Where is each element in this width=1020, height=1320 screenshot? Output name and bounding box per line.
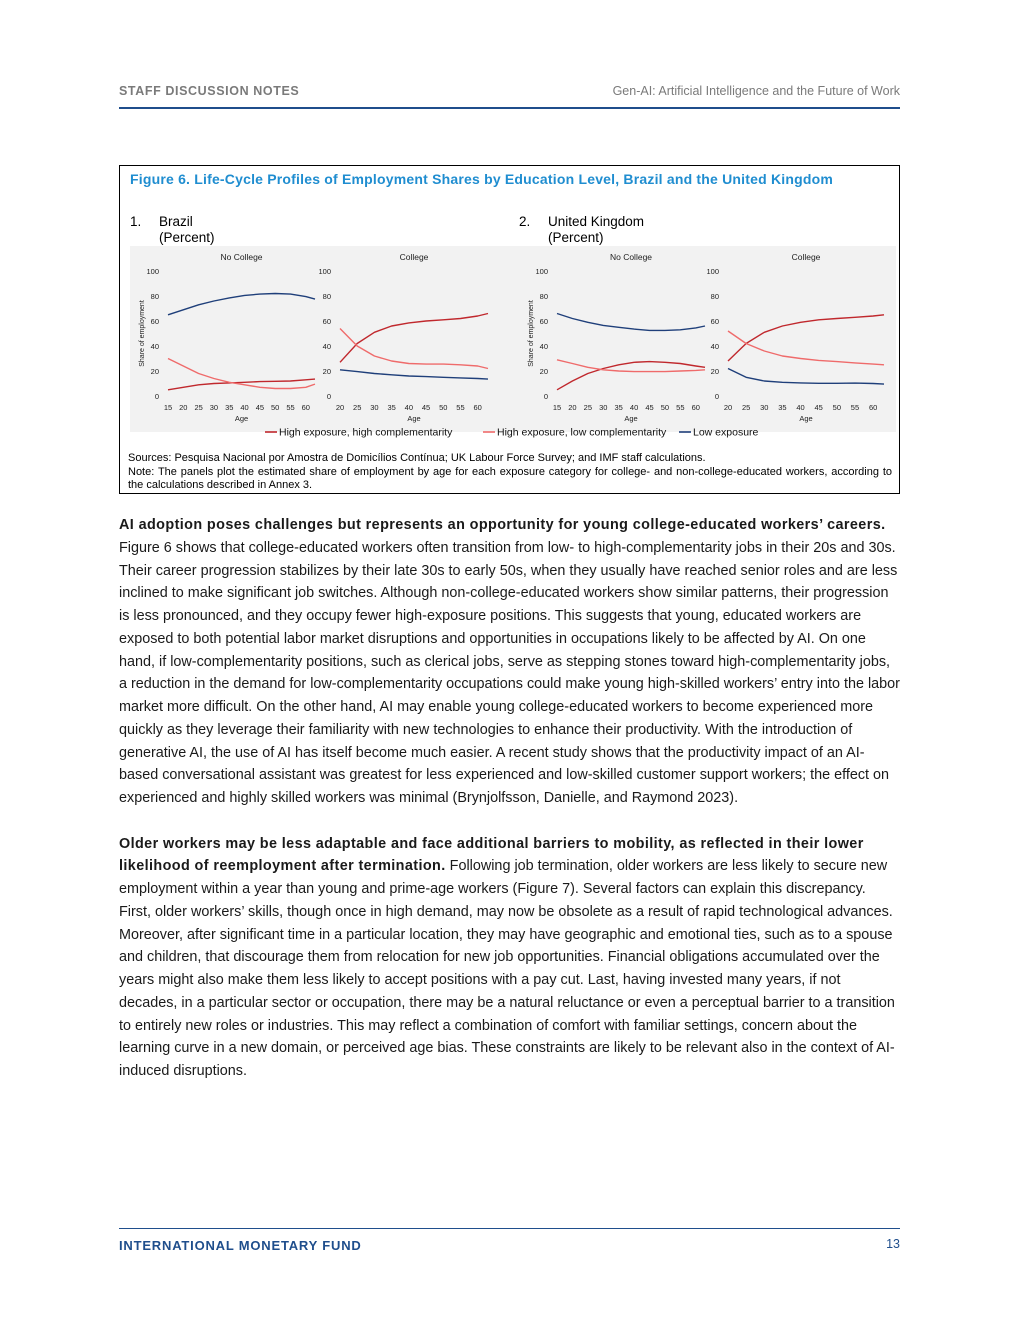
x-tick-label: 45 xyxy=(255,403,265,412)
y-tick-label: 60 xyxy=(539,317,548,326)
panel-2-label xyxy=(548,214,644,246)
x-tick-label: 50 xyxy=(439,403,448,412)
paragraph-1-text: Figure 6 shows that college-educated workers often transition from low- to high-complementarity jobs in their 20s and 30s. Their career progression stabilizes by their late 30s to early 50s, when they usually have reached senior roles and are less inclined to make significant job switches. Although non-college-educated workers show similar patterns, their progression is less pronounced, and they occupy fewer high-exposure positions. This suggests that young, educated workers are exposed to both potential labor market disruptions and opportunities in occupations likely to be affected by AI. On one hand, if low-complementarity positions, such as clerical jobs, serve as stepping stones toward high-complementarity jobs, a reduction in the demand for low-complementarity occupations could make young high-skilled workers’ entry into the labor market more difficult. On the other hand, AI may enable young college-educated workers to become experienced more quickly as they leverage their familiarity with new technologies to enhance their productivity. With the introduction of generative AI, the use of AI has itself become much easier. A recent study shows that the productivity impact of an AI-based conversational assistant was greatest for less experienced and low-skilled customer support workers; the effect on experienced and highly skilled workers was minimal (Brynjolfsson, Danielle, and Raymond 2023). xyxy=(119,539,900,806)
x-tick-label: 40 xyxy=(404,403,414,412)
y-tick-label: 60 xyxy=(710,317,719,326)
x-tick-label: 40 xyxy=(629,403,639,412)
paragraph-2-text: Following job termination, older workers are less likely to secure new employment within a year than young and prime-age workers (Figure 7). Several factors can explain this discrepancy. First, older workers’ skills, though once in high demand, may now be obsolete as a result of rapid technological advances. Moreover, after significant time in a particular location, they may have geographic and emotional ties, such as to a spouse and children, that discourage them from relocation for new job opportunities. Financial obligations accumulated over the years might also make them less likely to accept positions with a pay cut. Last, having invested many years, if not decades, in a particular sector or occupation, there may be a natural reluctance or even a perceptual barrier to a transition to entirely new roles or industries. This may reflect a combination of comfort with familiar settings, concern about the learning curve in a new domain, or perceived age bias. These constraints are likely to be relevant also in the context of AI-induced disruptions. xyxy=(119,858,895,1079)
x-tick-label: 25 xyxy=(353,403,362,412)
x-axis-label: Age xyxy=(407,414,421,423)
chart-panel-4 xyxy=(706,252,884,423)
legend-label: Low exposure xyxy=(693,426,759,439)
series-line xyxy=(557,314,705,331)
chart-legend xyxy=(265,427,759,439)
panel-1-number: 1. xyxy=(130,214,142,229)
header-series-title: STAFF DISCUSSION NOTES xyxy=(119,84,300,98)
y-tick-label: 20 xyxy=(539,367,548,376)
x-tick-label: 60 xyxy=(473,403,482,412)
series-line xyxy=(728,315,884,361)
y-tick-label: 0 xyxy=(714,392,719,401)
x-tick-label: 15 xyxy=(163,403,173,412)
chart-panel-2 xyxy=(318,252,488,423)
chart-area xyxy=(130,246,896,439)
y-tick-label: 20 xyxy=(710,367,719,376)
panel-2-name: United Kingdom xyxy=(548,214,645,229)
paragraph-2 xyxy=(119,833,900,1083)
chart-title: College xyxy=(399,252,429,262)
x-tick-label: 45 xyxy=(421,403,431,412)
series-line xyxy=(168,359,315,389)
chart-title: College xyxy=(791,252,821,262)
x-tick-label: 55 xyxy=(676,403,685,412)
series-line xyxy=(340,329,488,369)
x-tick-label: 60 xyxy=(301,403,310,412)
y-tick-label: 60 xyxy=(150,317,159,326)
x-tick-label: 30 xyxy=(599,403,608,412)
x-tick-label: 35 xyxy=(778,403,787,412)
x-tick-label: 30 xyxy=(370,403,379,412)
panel-1-label xyxy=(159,214,215,246)
body-text xyxy=(119,514,900,1106)
x-tick-label: 35 xyxy=(614,403,623,412)
legend-label: High exposure, low complementarity xyxy=(497,426,667,439)
x-tick-label: 45 xyxy=(814,403,823,412)
paragraph-2-lead: Older workers may be less adaptable and face additional barriers to mobility, as reflected in their lower likelihood of reemployment after termination. xyxy=(119,835,864,875)
y-tick-label: 80 xyxy=(539,292,548,301)
x-tick-label: 30 xyxy=(760,403,769,412)
x-tick-label: 60 xyxy=(691,403,700,412)
x-tick-label: 40 xyxy=(796,403,805,412)
y-tick-label: 40 xyxy=(322,342,331,351)
series-line xyxy=(728,331,884,365)
x-axis-label: Age xyxy=(799,414,813,423)
y-tick-label: 0 xyxy=(154,392,159,401)
panel-2-unit: (Percent) xyxy=(548,230,604,245)
footer-organization: INTERNATIONAL MONETARY FUND xyxy=(119,1238,362,1253)
x-tick-label: 20 xyxy=(335,403,345,412)
x-tick-label: 50 xyxy=(660,403,670,412)
figure-sources xyxy=(128,452,892,493)
y-tick-label: 80 xyxy=(150,292,159,301)
x-tick-label: 20 xyxy=(723,403,733,412)
x-tick-label: 55 xyxy=(286,403,295,412)
x-tick-label: 50 xyxy=(271,403,280,412)
y-tick-label: 0 xyxy=(326,392,331,401)
x-tick-label: 25 xyxy=(583,403,593,412)
y-tick-label: 100 xyxy=(535,267,548,276)
panel-2-number: 2. xyxy=(519,214,531,229)
y-tick-label: 80 xyxy=(710,292,719,301)
x-tick-label: 15 xyxy=(552,403,562,412)
x-tick-label: 60 xyxy=(868,403,878,412)
x-tick-label: 20 xyxy=(179,403,188,412)
y-tick-label: 100 xyxy=(318,267,331,276)
x-tick-label: 40 xyxy=(240,403,249,412)
y-tick-label: 20 xyxy=(322,367,331,376)
y-axis-label: Share of employment xyxy=(139,300,146,367)
y-axis-label: Share of employment xyxy=(528,300,535,367)
header-document-title: Gen-AI: Artificial Intelligence and the Future of Work xyxy=(612,84,900,98)
paragraph-1-lead: AI adoption poses challenges but represents an opportunity for young college-educated workers’ careers. xyxy=(119,517,886,533)
series-line xyxy=(728,369,884,385)
y-tick-label: 60 xyxy=(322,317,331,326)
paragraph-1 xyxy=(119,514,900,810)
x-tick-label: 25 xyxy=(741,403,751,412)
y-tick-label: 0 xyxy=(543,392,548,401)
panel-1-unit: (Percent) xyxy=(159,230,215,245)
y-tick-label: 40 xyxy=(150,342,159,351)
charts-svg xyxy=(130,246,896,439)
y-tick-label: 80 xyxy=(322,292,331,301)
sources-text: Sources: Pesquisa Nacional por Amostra de Domicílios Contínua; UK Labour Force Survey; and IMF staff calculations. xyxy=(128,452,706,464)
note-text: Note: The panels plot the estimated share of employment by age for each exposure category for college- and non-college-educated workers, according to the calculations described in Annex 3. xyxy=(128,465,892,491)
chart-title: No College xyxy=(220,252,263,262)
y-tick-label: 100 xyxy=(706,267,719,276)
x-tick-label: 55 xyxy=(456,403,465,412)
series-line xyxy=(557,360,705,372)
y-tick-label: 40 xyxy=(539,342,548,351)
x-axis-label: Age xyxy=(624,414,638,423)
x-tick-label: 20 xyxy=(568,403,577,412)
figure-title: Figure 6. Life-Cycle Profiles of Employment Shares by Education Level, Brazil and the United Kingdom xyxy=(130,171,834,187)
chart-panel-1 xyxy=(139,252,315,423)
x-tick-label: 30 xyxy=(209,403,219,412)
y-tick-label: 40 xyxy=(710,342,719,351)
y-tick-label: 20 xyxy=(150,367,159,376)
page-header xyxy=(119,83,900,109)
page-footer xyxy=(119,1228,900,1259)
x-tick-label: 45 xyxy=(645,403,654,412)
series-line xyxy=(168,294,315,315)
panel-1-name: Brazil xyxy=(159,214,193,229)
x-tick-label: 55 xyxy=(850,403,860,412)
legend-label: High exposure, high complementarity xyxy=(279,426,453,439)
series-line xyxy=(340,314,488,363)
chart-title: No College xyxy=(609,252,653,262)
chart-panel-3 xyxy=(528,252,705,423)
y-tick-label: 100 xyxy=(146,267,159,276)
page-number: 13 xyxy=(886,1237,900,1251)
series-line xyxy=(340,370,488,379)
x-tick-label: 25 xyxy=(194,403,203,412)
x-axis-label: Age xyxy=(234,414,249,423)
x-tick-label: 50 xyxy=(832,403,842,412)
x-tick-label: 35 xyxy=(225,403,234,412)
figure-box xyxy=(119,165,900,494)
x-tick-label: 35 xyxy=(387,403,396,412)
